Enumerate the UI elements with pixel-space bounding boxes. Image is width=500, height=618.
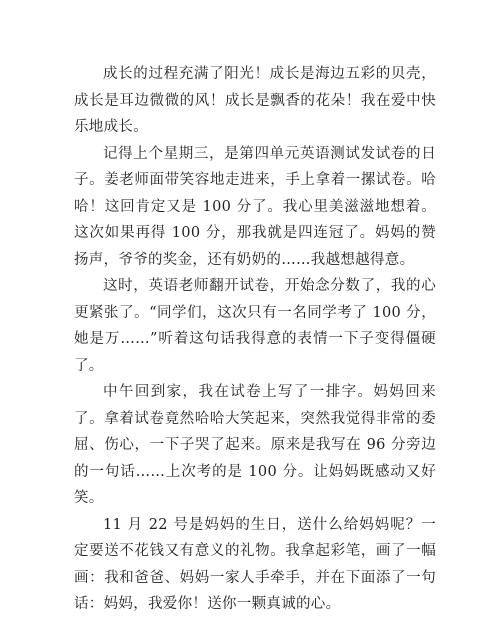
paragraph-home: 中午回到家，我在试卷上写了一排字。妈妈回来了。拿着试卷竟然哈哈大笑起来，突然我觉得非常的委屈、伤心，一下子哭了起来。原来是我写在 96 分旁边的一句话……上次考的是 100 分。让妈妈既感动又好笑。 <box>74 384 436 506</box>
paragraph-birthday: 11 月 22 号是妈妈的生日，送什么给妈妈呢？一定要送不花钱又有意义的礼物。我拿起彩笔，画了一幅画：我和爸爸、妈妈一家人手牵手，并在下面添了一句话：妈妈，我爱你！送你一颗真诚的心。 <box>74 516 436 612</box>
document-body <box>74 61 436 618</box>
paragraph-scores: 这时，英语老师翻开试卷，开始念分数了，我的心更紧张了。“同学们，这次只有一名同学考了 100 分，她是万……”听着这句话我得意的表情一下子变得僵硬了。 <box>74 278 436 374</box>
paragraph-growth: 成长的过程充满了阳光！成长是海边五彩的贝壳，成长是耳边微微的风！成长是飘香的花朵！我在爱中快乐地成长。 <box>74 66 436 135</box>
paragraph-test-day: 记得上个星期三，是第四单元英语测试发试卷的日子。姜老师面带笑容地走进来，手上拿着一摞试卷。哈哈！这回肯定又是 100 分了。我心里美滋滋地想着。这次如果再得 100 分，那我就是四连冠了。妈妈的赞扬声，爷爷的奖金，还有奶奶的……我越想越得意。 <box>74 145 436 268</box>
